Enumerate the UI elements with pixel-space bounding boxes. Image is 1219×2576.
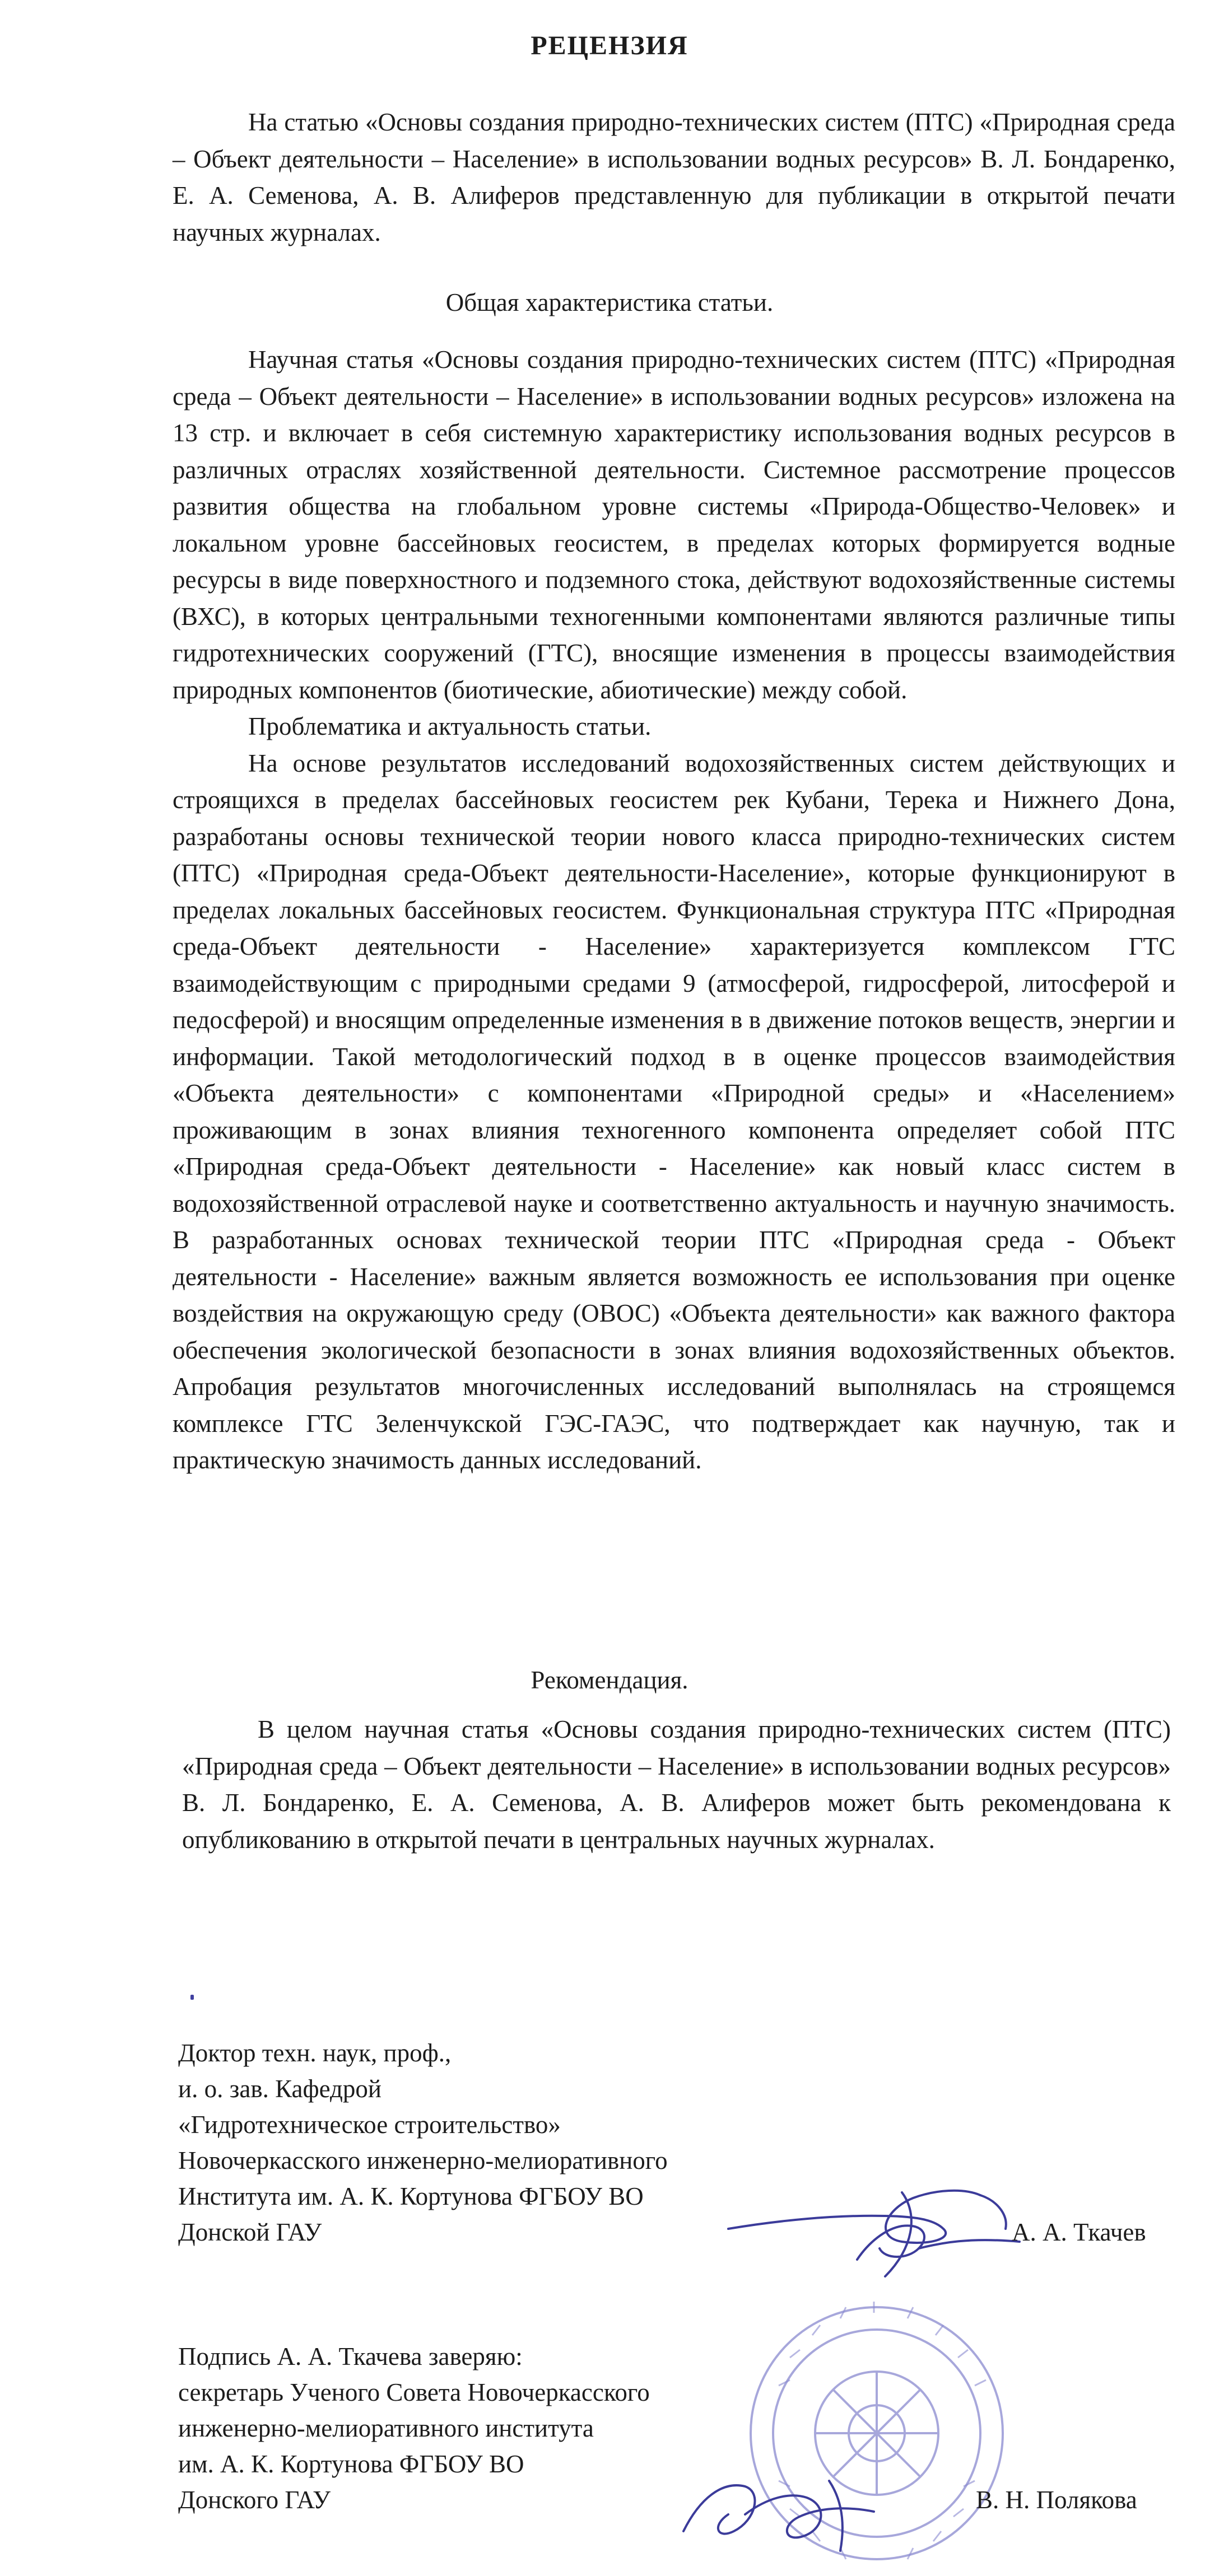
- reviewer-line: Новочеркасского инженерно-мелиоративного: [178, 2146, 668, 2174]
- reviewer-block: [178, 2035, 794, 2250]
- reviewer-signature-icon: [717, 2176, 1031, 2288]
- certifier-signature-icon: [661, 2447, 896, 2559]
- problem-heading: Проблематика и актуальность статьи.: [248, 712, 652, 740]
- reviewer-name: А. А. Ткачев: [1012, 2218, 1146, 2246]
- document-title: РЕЦЕНЗИЯ: [531, 31, 688, 60]
- certifier-line: секретарь Ученого Совета Новочеркасского: [178, 2378, 650, 2406]
- certifier-line: им. А. К. Кортунова ФГБОУ ВО: [178, 2450, 524, 2478]
- general-section: [173, 342, 1175, 1479]
- certifier-name: В. Н. Полякова: [976, 2486, 1137, 2514]
- reviewer-line: «Гидротехническое строительство»: [178, 2111, 561, 2139]
- reviewer-line: Института им. А. К. Кортунова ФГБОУ ВО: [178, 2182, 644, 2210]
- intro-paragraph: На статью «Основы создания природно-технических систем (ПТС) «Природная среда – Объект деятельности – Население» в использовании водных ресурсов» В. Л. Бондаренко, Е. А. Семенова, А. В. Алиферов представленную для публикации в открытой печати научных журналах.: [173, 108, 1175, 246]
- certifier-line: Подпись А. А. Ткачева заверяю:: [178, 2342, 523, 2370]
- certifier-line: инженерно-мелиоративного института: [178, 2414, 594, 2442]
- ink-mark: [190, 1995, 194, 2000]
- recommendation-text: В целом научная статья «Основы создания природно-технических систем (ПТС) «Природная среда – Объект деятельности – Население» в использовании водных ресурсов» В. Л. Бондаренко, Е. А. Семенова, А. В. Алиферов может быть рекомендована к опубликованию в открытой печати в центральных научных журналах.: [182, 1715, 1171, 1854]
- general-heading: Общая характеристика статьи.: [445, 288, 774, 316]
- recommendation-section: [182, 1711, 1171, 1858]
- certifier-line: Донского ГАУ: [178, 2486, 331, 2514]
- general-text: Научная статья «Основы создания природно-технических систем (ПТС) «Природная среда – Объект деятельности – Население» в использовании водных ресурсов» изложена на 13 стр. и включает в себя системную характеристику использования водных ресурсов в различных отраслях хозяйственной деятельности. Системное рассмотрение процессов развития общества на глобальном уровне системы «Природа-Общество-Человек» и локальном уровне бассейновых геосистем, в пределах которых формируется водные ресурсы в виде поверхностного и подземного стока, действуют водохозяйственные системы (ВХС), в которых центральными техногенными компонентами являются различные типы гидротехнических сооружений (ГТС), вносящие изменения в процессы взаимодействия природных компонентов (биотические, абиотические) между собой.: [173, 346, 1175, 704]
- reviewer-line: и. о. зав. Кафедрой: [178, 2075, 381, 2103]
- recommendation-heading: Рекомендация.: [531, 1666, 688, 1694]
- problem-text: На основе результатов исследований водохозяйственных систем действующих и строящихся в пределах бассейновых геосистем рек Кубани, Терека и Нижнего Дона, разработаны основы технической теории нового класса природно-технических систем (ПТС) «Природная среда-Объект деятельности-Население», которые функционируют в пределах локальных бассейновых геосистем. Функциональная структура ПТС «Природная среда-Объект деятельности - Население» характеризуется комплексом ГТС взаимодействующим с природными средами 9 (атмосферой, гидросферой, литосферой и педосферой) и вносящим определенные изменения в в движение потоков веществ, энергии и информации. Такой методологический подход в в оценке процессов взаимодействия «Объекта деятельности» с компонентами «Природной среды» и «Населением» проживающим в зонах влияния техногенного компонента определяет собой ПТС «Природная среда-Объект деятельности - Население» как новый класс систем в водохозяйственной отраслевой науке и соответственно актуальность и научную значимость. В разработанных основах технической теории ПТС «Природная среда - Объект деятельности - Население» важным является возможность ее использования при оценке воздействия на окружающую среду (ОВОС) «Объекта деятельности» как важного фактора обеспечения экологической безопасности в зонах влияния водохозяйственных объектов. Апробация результатов многочисленных исследований выполнялась на строящемся комплексе ГТС Зеленчукской ГЭС-ГАЭС, что подтверждает как научную, так и практическую значимость данных исследований.: [173, 749, 1175, 1474]
- reviewer-line: Доктор техн. наук, проф.,: [178, 2039, 452, 2067]
- reviewer-line: Донской ГАУ: [178, 2218, 322, 2246]
